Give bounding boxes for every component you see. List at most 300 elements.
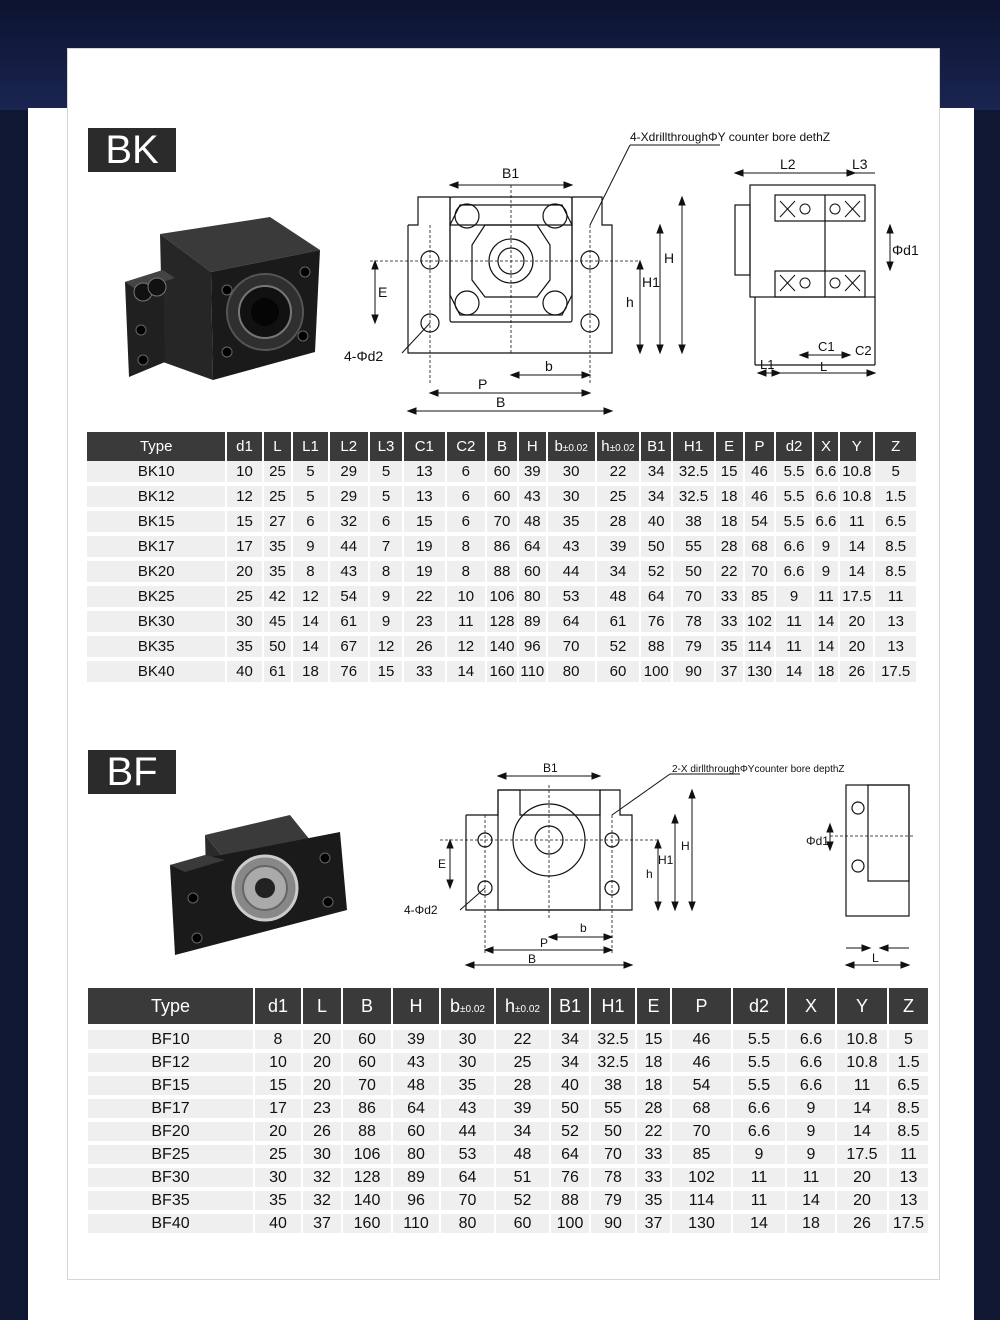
bf-cell-b1: 64 [550,1143,590,1166]
bf-cell-l: 26 [302,1120,342,1143]
bk-dim-H: H [664,250,675,266]
bf-cell-b1: 34 [550,1051,590,1074]
bf-cell-b1: 50 [550,1097,590,1120]
bf-dim-b: b [580,921,587,935]
bf-cell-p: 46 [671,1051,732,1074]
bf-cell-d1: 40 [254,1212,302,1235]
bk-cell-b: 35 [547,509,596,534]
bk-dim-C1: C1 [818,339,835,354]
bf-cell-h1: 50 [590,1120,636,1143]
bk-dim-L1: L1 [760,357,775,372]
bk-dim-b: b [545,358,553,374]
bf-cell-l: 32 [302,1166,342,1189]
bk-cell-x: 9 [813,559,840,584]
bf-cell-b: 53 [440,1143,495,1166]
bk-cell-c2: 8 [446,534,486,559]
bk-dim-L: L [820,359,828,374]
bk-header-type: Type [87,432,226,461]
bk-cell-b1: 40 [640,509,672,534]
bk-cell-b1: 50 [640,534,672,559]
bk-cell-z: 17.5 [874,659,916,684]
bf-cell-type: BF10 [88,1030,254,1051]
bk-cell-x: 14 [813,634,840,659]
bf-cell-p: 70 [671,1120,732,1143]
bk-cell-l2: 29 [329,461,369,484]
bf-cell-z: 13 [888,1166,928,1189]
bk-cell-h: 43 [518,484,547,509]
bk-cell-y: 17.5 [839,584,874,609]
bf-cell-h: 39 [495,1097,550,1120]
bf-cell-e: 35 [636,1189,671,1212]
bf-cell-type: BF20 [88,1120,254,1143]
bf-cell-y: 10.8 [836,1030,888,1051]
bf-cell-d2: 9 [732,1143,786,1166]
bk-cell-e: 37 [715,659,744,684]
bk-cell-l: 25 [263,461,293,484]
bk-dim-note: 4-XdrillthroughΦY counter bore dethZ [630,130,831,144]
bk-cell-type: BK20 [87,559,226,584]
bf-cell-p: 85 [671,1143,732,1166]
bf-cell-y: 14 [836,1120,888,1143]
bk-cell-b1: 52 [640,559,672,584]
bf-dim-B1: B1 [543,761,558,775]
bk-cell-d2: 9 [775,584,812,609]
bk-cell-d2: 5.5 [775,484,812,509]
bk-cell-y: 20 [839,634,874,659]
bf-cell-b: 43 [440,1097,495,1120]
bk-cell-l: 27 [263,509,293,534]
bf-dim-H: H [681,839,690,853]
bk-cell-b: 160 [486,659,518,684]
bk-spec-table [87,432,916,686]
bk-cell-l3: 12 [369,634,403,659]
bk-dim-C2: C2 [855,343,872,358]
bk-header-tolerance: ±0.02 [609,443,635,454]
bk-cell-l1: 18 [292,659,328,684]
bk-dim-B: B [496,394,506,410]
table-row [87,584,916,609]
bk-header-x: X [813,432,840,461]
bf-cell-d1: 8 [254,1030,302,1051]
bk-cell-c2: 6 [446,461,486,484]
bk-cell-z: 13 [874,609,916,634]
bf-cell-x: 6.6 [786,1051,836,1074]
bk-cell-l1: 14 [292,634,328,659]
bf-cell-d1: 25 [254,1143,302,1166]
bk-cell-h: 61 [596,609,641,634]
bf-cell-h: 64 [392,1097,440,1120]
bf-header-tolerance: ±0.02 [460,1003,485,1015]
bk-header-c2: C2 [446,432,486,461]
bk-header-l: L [263,432,293,461]
bk-cell-p: 68 [744,534,776,559]
bf-dim-note: 2-X dirllthroughΦYcounter bore depthZ [672,764,845,775]
table-row [88,1212,928,1235]
bk-cell-e: 18 [715,509,744,534]
bk-cell-y: 10.8 [839,461,874,484]
bk-header-p: P [744,432,776,461]
bf-cell-b: 30 [440,1051,495,1074]
bk-cell-l2: 76 [329,659,369,684]
bk-cell-l1: 12 [292,584,328,609]
bf-cell-x: 9 [786,1120,836,1143]
bk-cell-d1: 40 [226,659,262,684]
bf-cell-e: 18 [636,1051,671,1074]
bf-cell-b1: 40 [550,1074,590,1097]
bk-header-z: Z [874,432,916,461]
bk-cell-l3: 9 [369,584,403,609]
bk-cell-l: 42 [263,584,293,609]
bk-cell-type: BK40 [87,659,226,684]
bk-cell-h: 39 [518,461,547,484]
table-row [87,509,916,534]
bk-cell-c2: 14 [446,659,486,684]
bf-cell-h1: 32.5 [590,1051,636,1074]
bf-cell-d2: 5.5 [732,1051,786,1074]
bf-cell-p: 54 [671,1074,732,1097]
table-row [87,559,916,584]
bf-cell-l: 20 [302,1030,342,1051]
bf-header-z: Z [888,988,928,1024]
bf-cell-h1: 79 [590,1189,636,1212]
bk-cell-p: 70 [744,559,776,584]
bk-cell-h: 60 [596,659,641,684]
bf-header-b: b±0.02 [440,988,495,1024]
bf-dim-L: L [872,951,879,965]
bk-cell-z: 11 [874,584,916,609]
bk-cell-h: 52 [596,634,641,659]
bf-cell-e: 15 [636,1030,671,1051]
bk-dim-h: h [626,294,634,310]
bf-cell-d1: 15 [254,1074,302,1097]
table-row [88,1074,928,1097]
bk-header-l3: L3 [369,432,403,461]
bf-header-h: H [392,988,440,1024]
bk-header-d2: d2 [775,432,812,461]
bf-cell-type: BF35 [88,1189,254,1212]
bk-cell-p: 85 [744,584,776,609]
bk-cell-d2: 14 [775,659,812,684]
bf-header-e: E [636,988,671,1024]
bk-cell-p: 102 [744,609,776,634]
bk-cell-type: BK10 [87,461,226,484]
bk-dim-d1: Φd1 [892,242,919,258]
bk-cell-c1: 22 [403,584,446,609]
bf-cell-z: 11 [888,1143,928,1166]
bk-cell-c2: 12 [446,634,486,659]
bk-cell-d1: 35 [226,634,262,659]
bf-cell-h1: 55 [590,1097,636,1120]
bk-cell-l1: 8 [292,559,328,584]
bf-cell-h: 28 [495,1074,550,1097]
bk-header-b: b±0.02 [547,432,596,461]
bf-cell-b: 86 [342,1097,392,1120]
bk-cell-h: 80 [518,584,547,609]
bk-cell-x: 9 [813,534,840,559]
bk-cell-b: 106 [486,584,518,609]
bf-cell-x: 6.6 [786,1030,836,1051]
bf-header-p: P [671,988,732,1024]
table-row [88,1030,928,1051]
bk-cell-b: 128 [486,609,518,634]
bk-cell-l1: 6 [292,509,328,534]
bk-dim-E: E [378,284,388,300]
bf-cell-x: 11 [786,1166,836,1189]
bf-cell-b1: 76 [550,1166,590,1189]
bf-cell-p: 114 [671,1189,732,1212]
bk-cell-c1: 15 [403,509,446,534]
bk-cell-z: 8.5 [874,559,916,584]
bk-cell-y: 14 [839,559,874,584]
bk-cell-c2: 8 [446,559,486,584]
bf-cell-l: 20 [302,1074,342,1097]
bk-header-c1: C1 [403,432,446,461]
bk-cell-h: 96 [518,634,547,659]
bk-cell-b: 64 [547,609,596,634]
table-row [87,659,916,684]
bk-cell-l3: 5 [369,461,403,484]
bk-cell-h1: 55 [672,534,715,559]
bf-technical-drawing [400,760,920,975]
bf-cell-y: 11 [836,1074,888,1097]
bk-cell-l3: 5 [369,484,403,509]
bk-cell-c1: 33 [403,659,446,684]
bf-cell-z: 17.5 [888,1212,928,1235]
bf-cell-b1: 34 [550,1030,590,1051]
bf-cell-b: 80 [440,1212,495,1235]
bk-dim-P: P [478,376,488,392]
bk-cell-h: 22 [596,461,641,484]
bk-cell-z: 1.5 [874,484,916,509]
bf-cell-b: 44 [440,1120,495,1143]
bf-header-d2: d2 [732,988,786,1024]
bk-header-l2: L2 [329,432,369,461]
bf-cell-h: 48 [495,1143,550,1166]
bk-cell-d1: 25 [226,584,262,609]
bf-cell-h: 80 [392,1143,440,1166]
bk-cell-e: 33 [715,584,744,609]
bk-cell-c1: 19 [403,559,446,584]
bf-cell-h1: 70 [590,1143,636,1166]
bk-cell-c1: 13 [403,484,446,509]
bf-cell-h: 22 [495,1030,550,1051]
bk-cell-p: 54 [744,509,776,534]
bk-cell-type: BK15 [87,509,226,534]
bf-cell-type: BF25 [88,1143,254,1166]
bf-cell-b: 60 [342,1030,392,1051]
bf-cell-z: 8.5 [888,1097,928,1120]
bf-cell-b: 35 [440,1074,495,1097]
bf-cell-p: 46 [671,1030,732,1051]
bk-cell-b1: 34 [640,484,672,509]
bk-cell-b: 43 [547,534,596,559]
bk-cell-l3: 6 [369,509,403,534]
bf-cell-z: 6.5 [888,1074,928,1097]
bf-cell-y: 26 [836,1212,888,1235]
bk-cell-e: 18 [715,484,744,509]
bk-cell-y: 10.8 [839,484,874,509]
table-row [87,461,916,484]
bk-cell-h1: 32.5 [672,484,715,509]
bf-dim-E: E [438,857,447,871]
bf-header-x: X [786,988,836,1024]
bk-cell-b: 44 [547,559,596,584]
bk-cell-b: 80 [547,659,596,684]
bk-cell-l2: 61 [329,609,369,634]
bk-header-h: H [518,432,547,461]
bk-cell-y: 14 [839,534,874,559]
bk-cell-h: 25 [596,484,641,509]
bk-cell-h: 34 [596,559,641,584]
bf-product-photo [165,810,350,960]
bk-cell-e: 28 [715,534,744,559]
bf-cell-y: 20 [836,1189,888,1212]
bf-cell-p: 102 [671,1166,732,1189]
bk-cell-h1: 38 [672,509,715,534]
bk-cell-z: 8.5 [874,534,916,559]
bk-dim-B1: B1 [502,165,520,181]
bk-header-h1: H1 [672,432,715,461]
bk-header-b1: B1 [640,432,672,461]
bk-cell-h: 110 [518,659,547,684]
bk-cell-l2: 32 [329,509,369,534]
bk-cell-type: BK25 [87,584,226,609]
bk-cell-l1: 5 [292,461,328,484]
bf-cell-e: 22 [636,1120,671,1143]
bk-header-b: B [486,432,518,461]
table-row [88,1189,928,1212]
bk-cell-h: 28 [596,509,641,534]
bf-cell-y: 10.8 [836,1051,888,1074]
bk-cell-b1: 64 [640,584,672,609]
bk-cell-d2: 6.6 [775,534,812,559]
bk-tag-label: BK [105,128,159,172]
bk-cell-y: 26 [839,659,874,684]
bk-cell-x: 18 [813,659,840,684]
bk-cell-e: 15 [715,461,744,484]
bf-cell-d1: 10 [254,1051,302,1074]
bk-cell-c1: 26 [403,634,446,659]
bk-cell-e: 35 [715,634,744,659]
bf-cell-type: BF12 [88,1051,254,1074]
bf-cell-d2: 5.5 [732,1030,786,1051]
bk-cell-d1: 30 [226,609,262,634]
bf-header-d1: d1 [254,988,302,1024]
bk-cell-h1: 90 [672,659,715,684]
bk-cell-b: 60 [486,461,518,484]
bf-cell-b: 88 [342,1120,392,1143]
bf-cell-b: 64 [440,1166,495,1189]
bf-cell-d1: 35 [254,1189,302,1212]
bf-cell-b: 140 [342,1189,392,1212]
bf-cell-d2: 6.6 [732,1120,786,1143]
table-row [88,1097,928,1120]
bf-header-b1: B1 [550,988,590,1024]
bf-cell-h: 39 [392,1030,440,1051]
bk-dim-L2: L2 [780,156,796,172]
bf-cell-h1: 90 [590,1212,636,1235]
bk-cell-z: 5 [874,461,916,484]
table-row [88,1166,928,1189]
bf-cell-b1: 100 [550,1212,590,1235]
bk-cell-b: 30 [547,484,596,509]
bf-cell-h: 43 [392,1051,440,1074]
bf-cell-d2: 11 [732,1189,786,1212]
bf-cell-l: 23 [302,1097,342,1120]
bk-cell-e: 22 [715,559,744,584]
bk-cell-c2: 11 [446,609,486,634]
bf-cell-d1: 20 [254,1120,302,1143]
bk-cell-b: 60 [486,484,518,509]
bf-cell-b1: 52 [550,1120,590,1143]
bf-dim-B: B [528,952,537,966]
bf-header-tolerance: ±0.02 [515,1003,540,1015]
bk-cell-b: 88 [486,559,518,584]
bk-cell-b: 140 [486,634,518,659]
bf-header-h: h±0.02 [495,988,550,1024]
bf-header-b: B [342,988,392,1024]
bf-cell-d2: 14 [732,1212,786,1235]
bf-cell-l: 20 [302,1051,342,1074]
bf-cell-d1: 17 [254,1097,302,1120]
bk-cell-type: BK30 [87,609,226,634]
bf-header-h1: H1 [590,988,636,1024]
bk-cell-d2: 11 [775,609,812,634]
bk-cell-x: 6.6 [813,509,840,534]
bf-cell-type: BF17 [88,1097,254,1120]
bk-cell-c1: 13 [403,461,446,484]
bf-cell-d2: 5.5 [732,1074,786,1097]
bf-cell-x: 6.6 [786,1074,836,1097]
bf-cell-l: 30 [302,1143,342,1166]
bk-cell-l3: 9 [369,609,403,634]
table-row [87,609,916,634]
bf-cell-x: 18 [786,1212,836,1235]
bf-dim-h: h [646,867,653,881]
bf-cell-y: 17.5 [836,1143,888,1166]
bk-cell-d1: 20 [226,559,262,584]
bf-cell-h: 110 [392,1212,440,1235]
bk-table-header-row [87,432,916,461]
bf-cell-h1: 78 [590,1166,636,1189]
bk-cell-c1: 23 [403,609,446,634]
bk-cell-b1: 34 [640,461,672,484]
bk-cell-z: 6.5 [874,509,916,534]
bk-header-tolerance: ±0.02 [562,443,588,454]
bk-cell-l2: 54 [329,584,369,609]
bk-cell-l: 50 [263,634,293,659]
bk-cell-y: 11 [839,509,874,534]
bk-cell-c2: 6 [446,484,486,509]
bk-cell-l: 35 [263,559,293,584]
bk-cell-x: 11 [813,584,840,609]
table-row [88,1051,928,1074]
table-row [87,484,916,509]
bk-cell-l2: 44 [329,534,369,559]
bf-dim-H1: H1 [658,853,674,867]
bk-cell-p: 130 [744,659,776,684]
bk-cell-b1: 100 [640,659,672,684]
bf-cell-e: 33 [636,1166,671,1189]
bf-cell-h: 34 [495,1120,550,1143]
bk-section-tag [88,128,176,172]
bk-technical-drawing [340,125,920,420]
bf-dim-d2: 4-Φd2 [404,903,438,917]
bf-cell-h: 60 [392,1120,440,1143]
bf-cell-z: 8.5 [888,1120,928,1143]
bk-cell-x: 6.6 [813,461,840,484]
bf-cell-h: 89 [392,1166,440,1189]
